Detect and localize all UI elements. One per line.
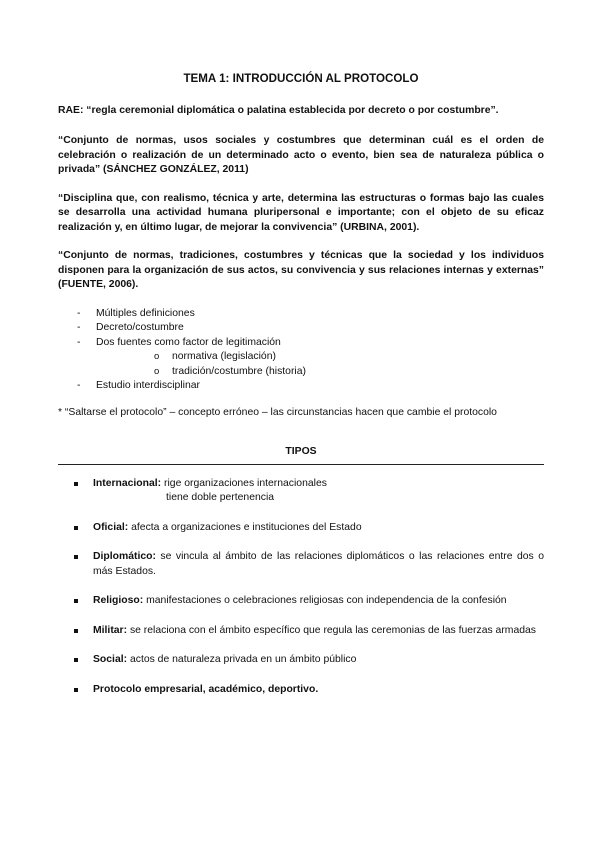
square-bullet-icon xyxy=(74,482,78,486)
tipo-label: Internacional: xyxy=(93,477,162,489)
tipos-list xyxy=(58,477,544,698)
definition-sanchez: “Conjunto de normas, usos sociales y costumbres que determinan cuál es el orden de celebración o realización de un determinado acto o evento, bien sea de naturaleza pública o privada” (SÁNCHEZ GONZÁLEZ, 2011) xyxy=(58,135,544,175)
tipo-label: Religioso: xyxy=(93,595,144,606)
rae-text: “regla ceremonial diplomática o palatina establecida por decreto o por costumbre”. xyxy=(83,104,499,116)
tipo-label: Militar: xyxy=(93,624,128,636)
tipo-text: rige organizaciones internacionales xyxy=(161,477,327,489)
definition-urbina: “Disciplina que, con realismo, técnica y arte, determina las estructuras o formas bajo las cuales se desarrolla una actividad humana pluripersonal e importante; con el objeto de su eficaz realización y, en último lugar, de mejorar la convivencia” (URBINA, 2001). xyxy=(58,192,544,233)
sub-list-item: o normativa (legislación) xyxy=(96,350,544,365)
tipo-label: Social: xyxy=(93,654,128,665)
square-bullet-icon xyxy=(74,555,78,559)
tipo-text: se vincula al ámbito de las relaciones diplomáticos o las relaciones entre dos o más Estados. xyxy=(93,551,544,577)
tipo-empresarial xyxy=(58,683,544,698)
square-bullet-icon xyxy=(74,629,78,633)
tipo-text-line2: tiene doble pertenencia xyxy=(166,492,275,503)
tipo-text: manifestaciones o celebraciones religiosas con independencia de la confesión xyxy=(143,595,507,606)
tipo-text: se relaciona con el ámbito específico que regula las ceremonias de las fuerzas armadas xyxy=(127,624,536,636)
square-bullet-icon xyxy=(74,658,78,662)
tipo-social xyxy=(58,653,544,668)
tipo-internacional xyxy=(58,477,544,506)
sub-list-item: o tradición/costumbre (historia) xyxy=(96,365,544,380)
tipo-label: Oficial: xyxy=(93,521,129,533)
square-bullet-icon xyxy=(74,688,78,692)
note: * “Saltarse el protocolo” – concepto erróneo – las circunstancias hacen que cambie el protocolo xyxy=(58,406,497,418)
definition-fuente: “Conjunto de normas, tradiciones, costumbres y técnicas que la sociedad y los individuos disponen para la organización de sus actos, su convivencia y sus relaciones internas y externas” (FUENTE, 2006). xyxy=(58,250,544,290)
tipo-text: actos de naturaleza privada en un ámbito público xyxy=(127,654,357,665)
tipo-label: Diplomático: xyxy=(93,551,156,562)
sub-list xyxy=(96,350,544,379)
tipo-diplomatico xyxy=(58,550,544,579)
section-heading-tipos: TIPOS xyxy=(58,445,544,465)
list-item: - Múltiples definiciones xyxy=(58,307,544,322)
list-item xyxy=(58,336,544,380)
square-bullet-icon xyxy=(74,526,78,530)
summary-list xyxy=(58,307,544,394)
tipo-militar xyxy=(58,624,544,639)
list-item-label: Dos fuentes como factor de legitimación xyxy=(96,336,281,348)
list-item: - Decreto/costumbre xyxy=(58,321,544,336)
document-body xyxy=(58,72,544,712)
list-item: - Estudio interdisciplinar xyxy=(58,379,544,394)
tipo-religioso xyxy=(58,594,544,609)
square-bullet-icon xyxy=(74,599,78,603)
tipo-oficial xyxy=(58,521,544,536)
rae-definition xyxy=(58,104,544,119)
tipo-text: afecta a organizaciones e instituciones del Estado xyxy=(128,521,362,533)
page-title: TEMA 1: INTRODUCCIÓN AL PROTOCOLO xyxy=(183,72,419,85)
rae-label: RAE: xyxy=(58,104,84,116)
tipo-label: Protocolo empresarial, académico, deportivo. xyxy=(93,683,319,695)
